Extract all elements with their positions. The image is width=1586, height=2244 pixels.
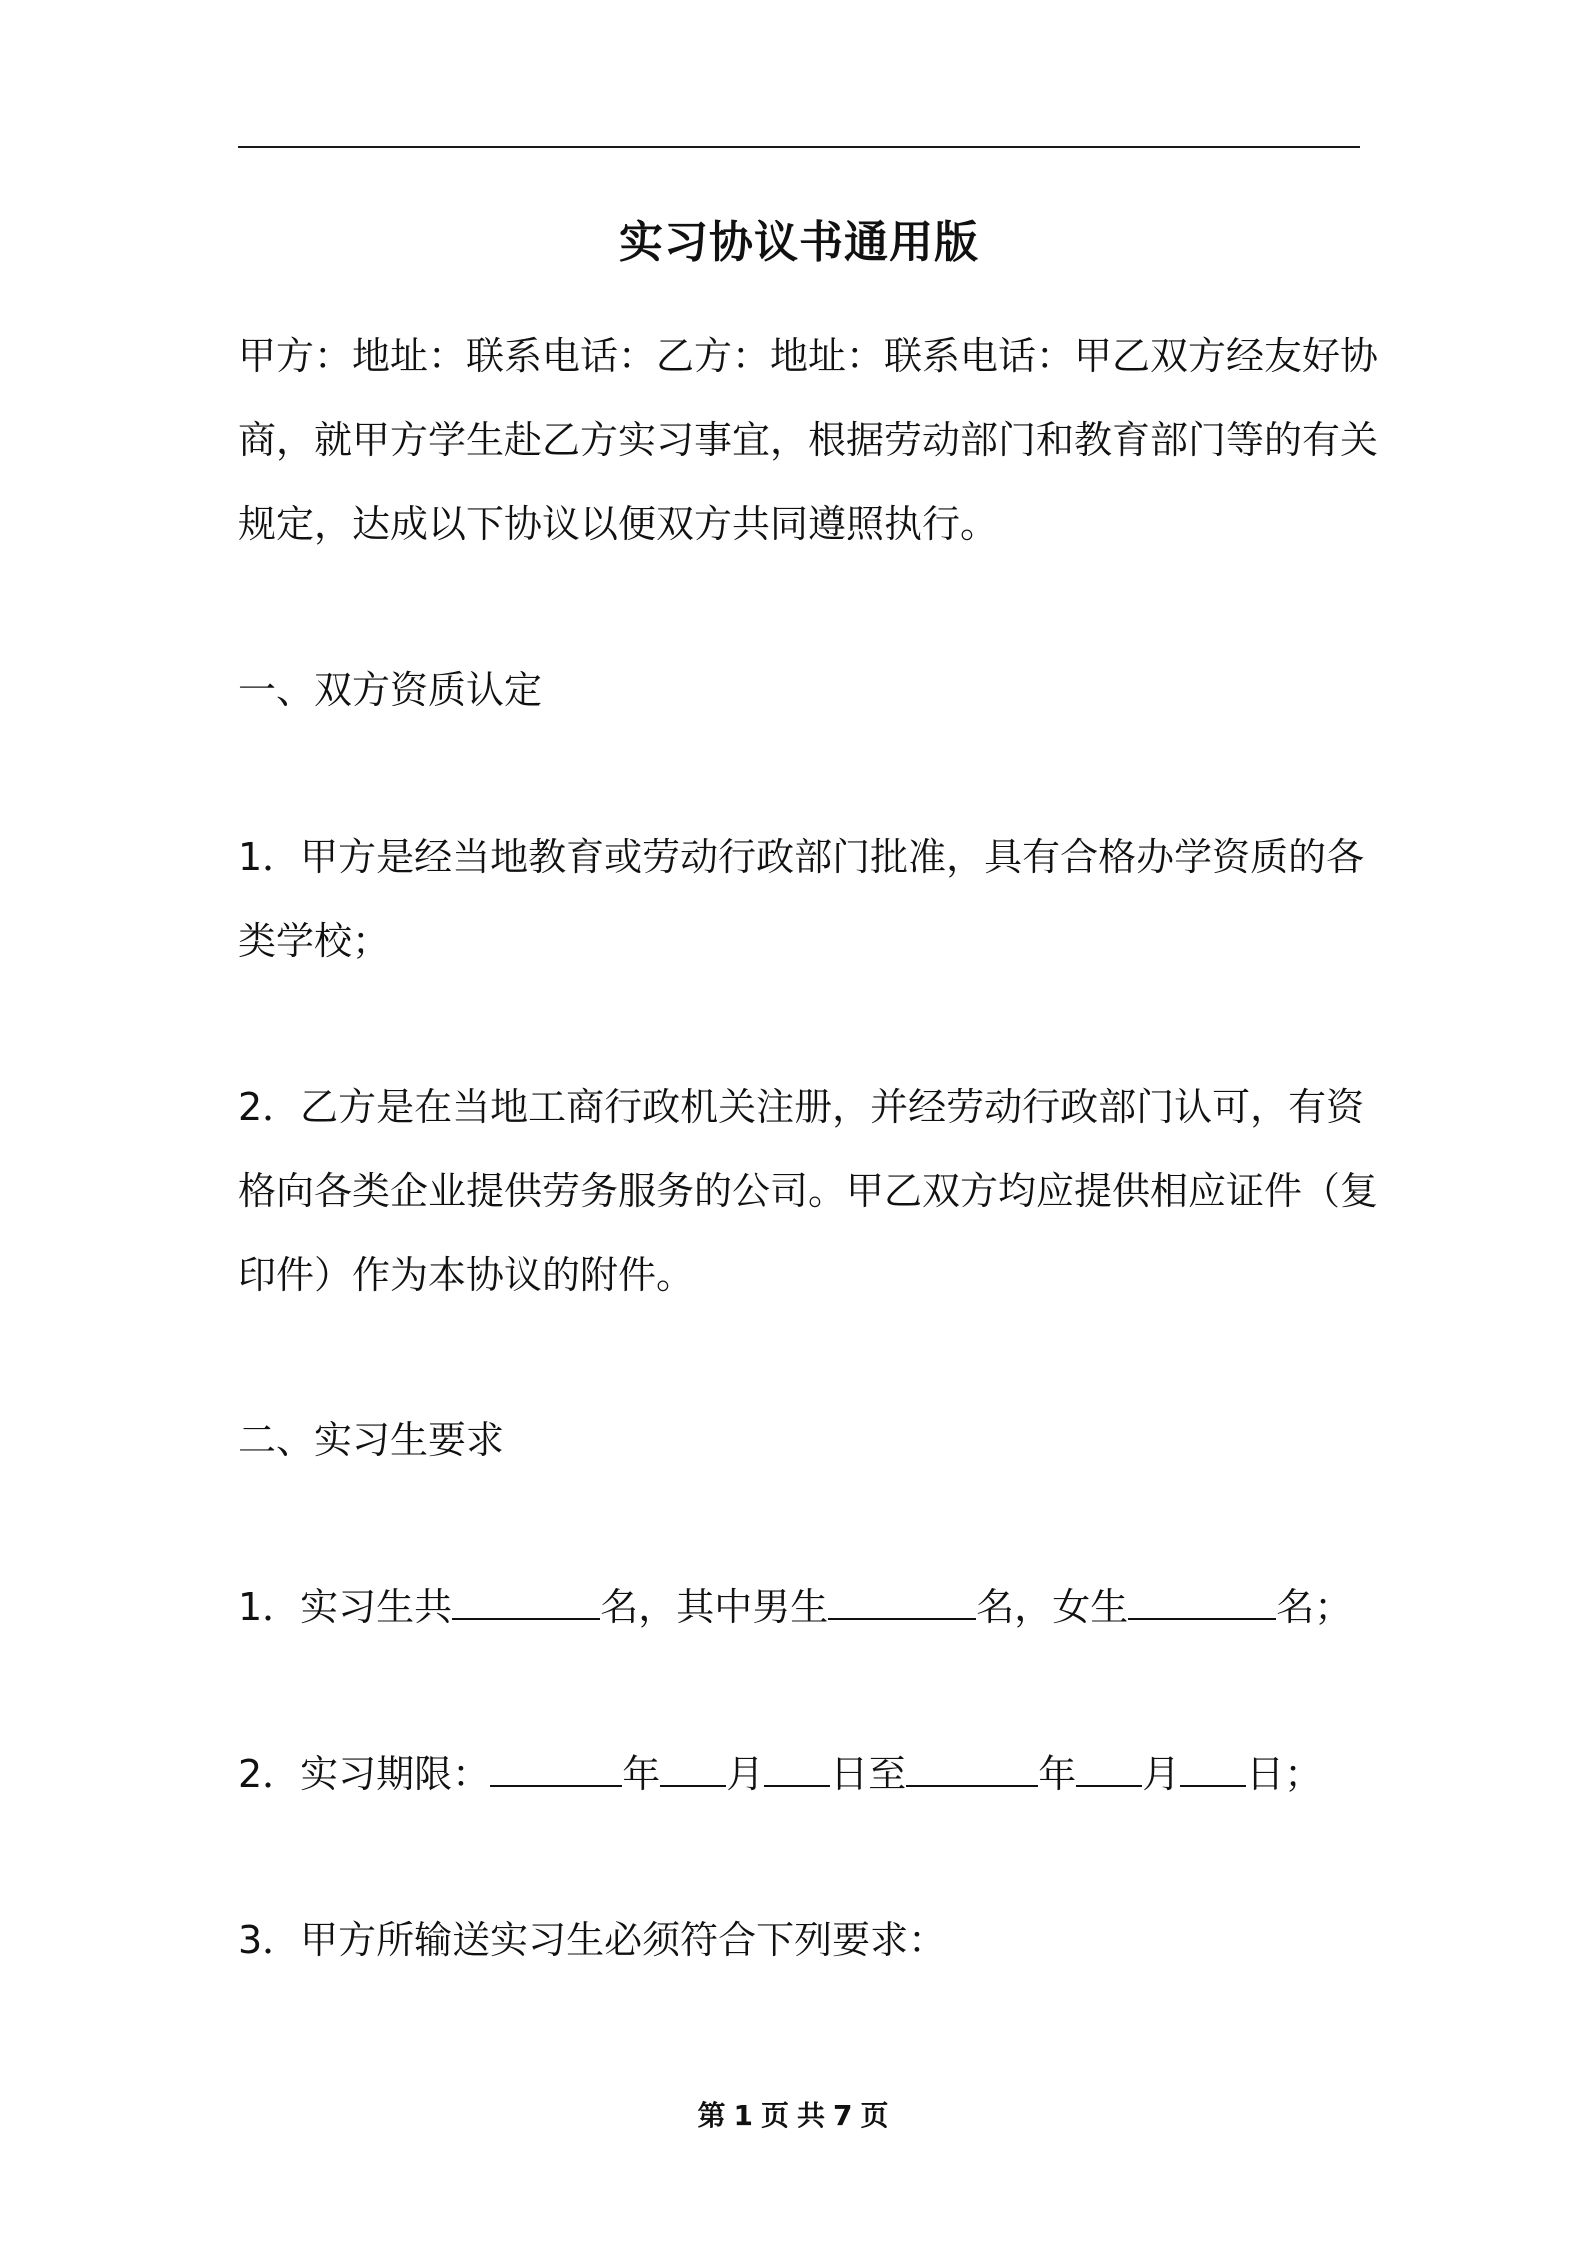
header-rule <box>238 146 1360 148</box>
female-count-label: 名，女生 <box>976 1585 1129 1629</box>
section-2-item-2 <box>238 1732 1360 1816</box>
section-1-item-1-line-1: 1．甲方是经当地教育或劳动行政部门批准，具有合格办学资质的各 <box>238 835 1365 879</box>
end-month-label: 月 <box>1142 1752 1181 1796</box>
intro-line-3: 规定，达成以下协议以便双方共同遵照执行。 <box>238 502 999 546</box>
end-year-label: 年 <box>1038 1752 1077 1796</box>
male-count-label: 名，其中男生 <box>600 1585 829 1629</box>
page-footer: 第 1 页 共 7 页 <box>697 2099 889 2132</box>
section-1-item-1-line-2: 类学校； <box>238 919 391 963</box>
intro-line-1: 甲方：地址：联系电话：乙方：地址：联系电话：甲乙双方经友好协 <box>238 334 1379 378</box>
female-count-blank <box>1128 1588 1276 1620</box>
intern-count-label: 1．实习生共 <box>238 1585 453 1629</box>
section-2-heading: 二、实习生要求 <box>238 1418 505 1462</box>
end-day-blank <box>1180 1755 1246 1787</box>
total-pages-number: 7 <box>833 2099 853 2132</box>
intern-total-blank <box>452 1588 600 1620</box>
start-day-label: 日至 <box>830 1752 907 1796</box>
start-month-blank <box>660 1755 726 1787</box>
current-page-number: 1 <box>733 2099 753 2132</box>
end-year-blank <box>906 1755 1038 1787</box>
document-title: 实习协议书通用版 <box>619 217 979 268</box>
section-1-item-2-line-1: 2．乙方是在当地工商行政机关注册，并经劳动行政部门认可，有资 <box>238 1085 1365 1129</box>
section-1-item-2-line-3: 印件）作为本协议的附件。 <box>238 1253 695 1297</box>
intro-paragraph <box>238 314 1379 566</box>
end-month-blank <box>1076 1755 1142 1787</box>
start-month-label: 月 <box>726 1752 765 1796</box>
section-1-item-1 <box>238 815 1365 983</box>
start-day-blank <box>764 1755 830 1787</box>
period-label: 2．实习期限： <box>238 1752 491 1796</box>
intro-line-2: 商，就甲方学生赴乙方实习事宜，根据劳动部门和教育部门等的有关 <box>238 418 1379 462</box>
start-year-label: 年 <box>622 1752 661 1796</box>
male-count-blank <box>828 1588 976 1620</box>
section-1-item-2 <box>238 1065 1379 1317</box>
end-day-label: 日； <box>1246 1752 1323 1796</box>
section-2-item-1 <box>238 1565 1360 1649</box>
count-suffix: 名； <box>1276 1585 1353 1629</box>
section-1-item-2-line-2: 格向各类企业提供劳务服务的公司。甲乙双方均应提供相应证件（复 <box>238 1169 1379 1213</box>
section-1-heading: 一、双方资质认定 <box>238 668 543 712</box>
start-year-blank <box>490 1755 622 1787</box>
section-2-item-3: 3．甲方所输送实习生必须符合下列要求： <box>238 1918 947 1962</box>
